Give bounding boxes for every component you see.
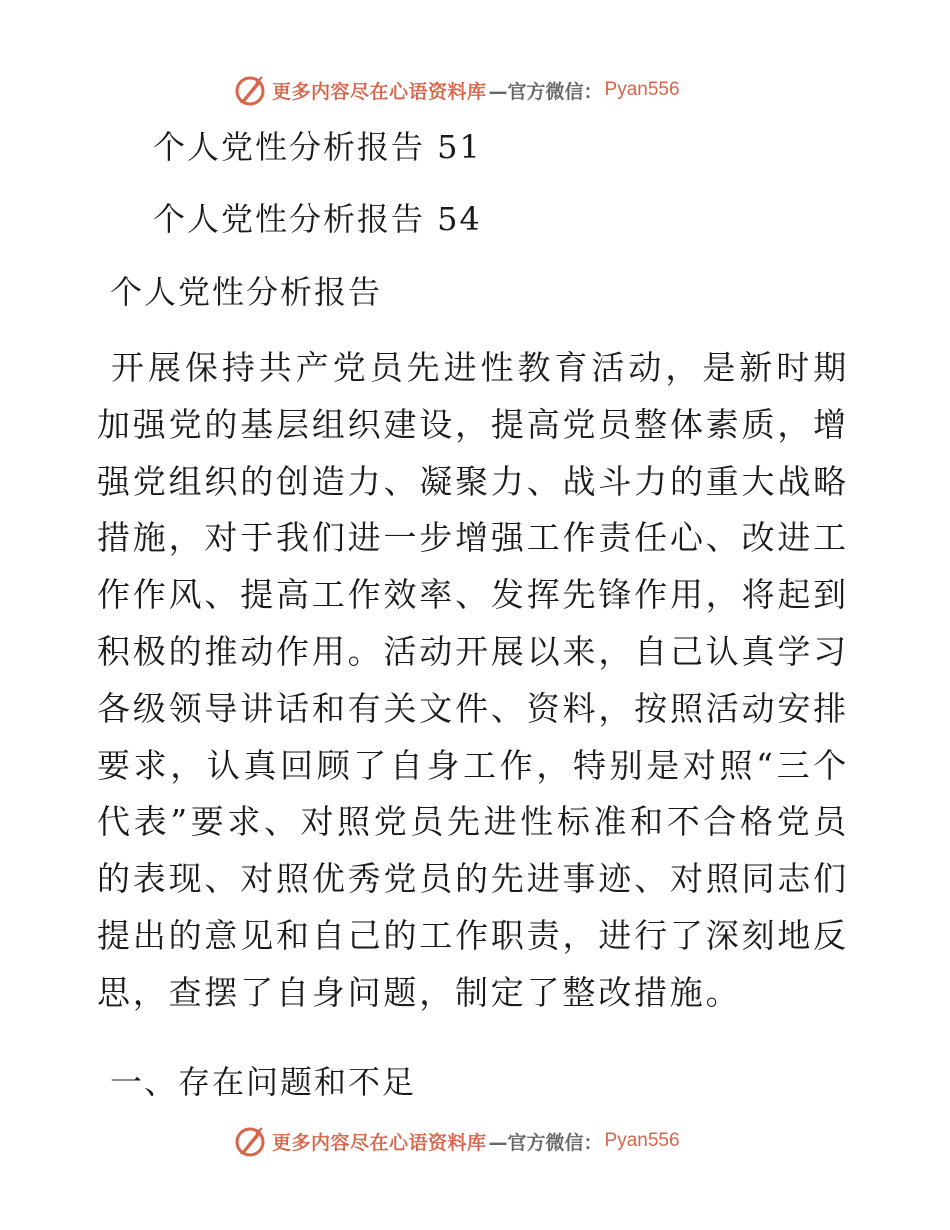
toc-entry: 个人党性分析报告 54 bbox=[153, 200, 482, 238]
header-watermark bbox=[234, 72, 680, 108]
watermark-account: Pyan556 bbox=[604, 79, 680, 100]
body-paragraph: 开展保持共产党员先进性教育活动，是新时期加强党的基层组织建设，提高党员整体素质，增强党组织的创造力、凝聚力、战斗力的重大战略措施，对于我们进一步增强工作责任心、改进工作作风、提高工作效率、发挥先锋作用，将起到积极的推动作用。活动开展以来，自己认真学习各级领导讲话和有关文件、资料，按照活动安排要求，认真回顾了自身工作，特别是对照“三个代表”要求、对照党员先进性标准和不合格党员的表现、对照优秀党员的先进事迹、对照同志们提出的意见和自己的工作职责，进行了深刻地反思，查摆了自身问题，制定了整改措施。 bbox=[97, 348, 849, 1012]
pen-logo-icon bbox=[234, 1124, 268, 1158]
watermark-text: 更多内容尽在心语资料库 bbox=[272, 80, 487, 103]
pen-logo-icon bbox=[234, 73, 268, 107]
watermark-text: 更多内容尽在心语资料库 bbox=[272, 1131, 487, 1154]
toc-entry: 个人党性分析报告 51 bbox=[153, 128, 482, 166]
watermark-account: Pyan556 bbox=[604, 1130, 680, 1151]
section-heading: 一、存在问题和不足 bbox=[110, 1063, 417, 1101]
watermark-separator: —官方微信： bbox=[488, 1131, 603, 1154]
watermark-separator: —官方微信： bbox=[488, 80, 603, 103]
footer-watermark bbox=[234, 1123, 680, 1159]
document-title: 个人党性分析报告 bbox=[110, 273, 383, 311]
